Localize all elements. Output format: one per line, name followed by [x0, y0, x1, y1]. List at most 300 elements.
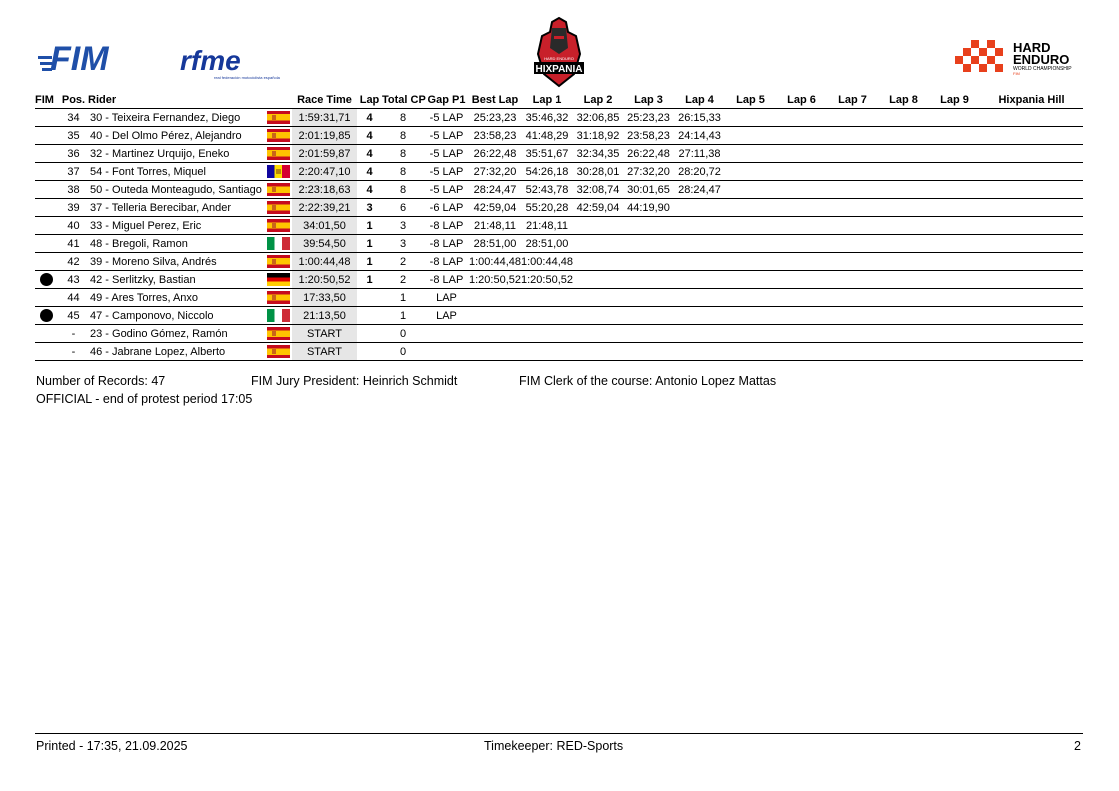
column-header: Pos.	[59, 91, 88, 109]
fim-cell	[35, 217, 59, 235]
lap2-cell	[573, 289, 623, 307]
lap3-cell: 44:19,90	[623, 199, 674, 217]
empty-cell	[776, 217, 827, 235]
hixpania-logo-text: HIXPANIA	[535, 64, 583, 75]
lap2-cell: 30:28,01	[573, 163, 623, 181]
empty-cell	[878, 127, 929, 145]
lap2-cell: 32:34,35	[573, 145, 623, 163]
column-header: Race Time	[292, 91, 357, 109]
best-cell: 42:59,04	[469, 199, 521, 217]
fim-cell	[35, 289, 59, 307]
lap3-cell: 23:58,23	[623, 127, 674, 145]
race-time-cell: 1:00:44,48	[292, 253, 357, 271]
empty-cell	[776, 109, 827, 127]
flag-cell	[265, 325, 292, 343]
number-of-records: Number of Records: 47	[36, 374, 166, 388]
total-cp-cell: 8	[382, 163, 424, 181]
flag-cell	[265, 199, 292, 217]
gap-cell: -8 LAP	[424, 271, 469, 289]
rfme-logo	[178, 44, 280, 84]
empty-cell	[929, 253, 980, 271]
empty-cell	[776, 127, 827, 145]
best-cell	[469, 289, 521, 307]
column-header: FIM	[35, 91, 59, 109]
empty-cell	[878, 145, 929, 163]
lap1-cell: 35:51,67	[521, 145, 573, 163]
fim-cell	[35, 271, 59, 289]
flag-es-icon	[267, 111, 290, 124]
rider-cell: 40 - Del Olmo Pérez, Alejandro	[88, 127, 265, 145]
empty-cell	[827, 127, 878, 145]
pos-cell: 43	[59, 271, 88, 289]
fim-cell	[35, 181, 59, 199]
empty-cell	[929, 307, 980, 325]
rider-cell: 46 - Jabrane Lopez, Alberto	[88, 343, 265, 361]
empty-cell	[878, 307, 929, 325]
empty-cell	[980, 289, 1083, 307]
table-row	[35, 307, 1083, 325]
empty-cell	[878, 163, 929, 181]
empty-cell	[827, 145, 878, 163]
pos-cell: 34	[59, 109, 88, 127]
flag-es-icon	[267, 219, 290, 232]
column-header: Lap	[357, 91, 382, 109]
empty-cell	[827, 163, 878, 181]
lap3-cell	[623, 235, 674, 253]
pos-cell: -	[59, 343, 88, 361]
empty-cell	[776, 343, 827, 361]
empty-cell	[980, 109, 1083, 127]
fim-cell	[35, 145, 59, 163]
table-body	[35, 109, 1083, 361]
empty-cell	[827, 289, 878, 307]
fim-cell	[35, 253, 59, 271]
total-cp-cell: 8	[382, 145, 424, 163]
empty-cell	[929, 217, 980, 235]
empty-cell	[827, 235, 878, 253]
empty-cell	[980, 199, 1083, 217]
total-cp-cell: 3	[382, 235, 424, 253]
empty-cell	[980, 271, 1083, 289]
lap-cell: 4	[357, 145, 382, 163]
total-cp-cell: 8	[382, 127, 424, 145]
column-header: Lap 1	[521, 91, 573, 109]
gap-cell: LAP	[424, 307, 469, 325]
empty-cell	[725, 289, 776, 307]
column-header: Lap 4	[674, 91, 725, 109]
lap2-cell: 42:59,04	[573, 199, 623, 217]
lap3-cell: 25:23,23	[623, 109, 674, 127]
lap2-cell	[573, 307, 623, 325]
hard-enduro-logo	[955, 40, 1097, 76]
total-cp-cell: 6	[382, 199, 424, 217]
empty-cell	[929, 199, 980, 217]
empty-cell	[725, 163, 776, 181]
best-cell	[469, 307, 521, 325]
pos-cell: 41	[59, 235, 88, 253]
clerk-of-course: FIM Clerk of the course: Antonio Lopez Mattas	[519, 374, 777, 388]
empty-cell	[776, 307, 827, 325]
table-row	[35, 199, 1083, 217]
rider-cell: 37 - Telleria Berecibar, Ander	[88, 199, 265, 217]
results-table	[35, 91, 1083, 361]
he-logo-line4: FIM	[1013, 71, 1020, 76]
best-cell: 1:00:44,48	[469, 253, 521, 271]
table-row	[35, 127, 1083, 145]
race-time-cell: START	[292, 325, 357, 343]
rfme-logo-subtext: real federación motociclista española	[214, 75, 280, 80]
lap3-cell	[623, 325, 674, 343]
empty-cell	[827, 325, 878, 343]
lap2-cell	[573, 271, 623, 289]
best-cell: 27:32,20	[469, 163, 521, 181]
pos-cell: 37	[59, 163, 88, 181]
empty-cell	[878, 253, 929, 271]
empty-cell	[878, 109, 929, 127]
lap-cell: 4	[357, 163, 382, 181]
lap4-cell	[674, 325, 725, 343]
race-time-cell: 2:20:47,10	[292, 163, 357, 181]
table-row	[35, 235, 1083, 253]
table-row	[35, 343, 1083, 361]
gap-cell	[424, 343, 469, 361]
column-header: Total CP	[382, 91, 424, 109]
empty-cell	[980, 325, 1083, 343]
lap-cell: 1	[357, 253, 382, 271]
printed-timestamp: Printed - 17:35, 21.09.2025	[36, 739, 188, 753]
gap-cell: -5 LAP	[424, 109, 469, 127]
empty-cell	[980, 127, 1083, 145]
lap4-cell: 26:15,33	[674, 109, 725, 127]
empty-cell	[725, 343, 776, 361]
lap4-cell	[674, 271, 725, 289]
empty-cell	[980, 181, 1083, 199]
empty-cell	[827, 199, 878, 217]
column-header: Lap 8	[878, 91, 929, 109]
rider-cell: 48 - Bregoli, Ramon	[88, 235, 265, 253]
empty-cell	[827, 181, 878, 199]
empty-cell	[929, 289, 980, 307]
empty-cell	[980, 145, 1083, 163]
column-header: Lap 3	[623, 91, 674, 109]
table-row	[35, 289, 1083, 307]
lap1-cell: 41:48,29	[521, 127, 573, 145]
table-row	[35, 163, 1083, 181]
empty-cell	[776, 271, 827, 289]
rfme-logo-text: rfme	[180, 45, 241, 76]
empty-cell	[725, 181, 776, 199]
flag-es-icon	[267, 345, 290, 358]
gap-cell: -5 LAP	[424, 145, 469, 163]
fim-cell	[35, 325, 59, 343]
total-cp-cell: 3	[382, 217, 424, 235]
table-header-row	[35, 91, 1083, 109]
empty-cell	[878, 235, 929, 253]
empty-cell	[878, 289, 929, 307]
total-cp-cell: 8	[382, 109, 424, 127]
empty-cell	[929, 235, 980, 253]
empty-cell	[878, 343, 929, 361]
page-number: 2	[1074, 739, 1081, 753]
rider-cell: 39 - Moreno Silva, Andrés	[88, 253, 265, 271]
flag-de-icon	[267, 273, 290, 286]
column-header: Lap 6	[776, 91, 827, 109]
empty-cell	[776, 163, 827, 181]
empty-cell	[929, 127, 980, 145]
column-header	[265, 91, 292, 109]
empty-cell	[725, 235, 776, 253]
best-cell: 28:51,00	[469, 235, 521, 253]
lap-cell: 4	[357, 109, 382, 127]
lap1-cell: 1:00:44,48	[521, 253, 573, 271]
empty-cell	[878, 325, 929, 343]
pos-cell: 39	[59, 199, 88, 217]
table-row	[35, 271, 1083, 289]
lap1-cell	[521, 343, 573, 361]
lap1-cell: 28:51,00	[521, 235, 573, 253]
gap-cell: -5 LAP	[424, 163, 469, 181]
empty-cell	[980, 307, 1083, 325]
pos-cell: 45	[59, 307, 88, 325]
empty-cell	[776, 181, 827, 199]
empty-cell	[929, 271, 980, 289]
fim-cell	[35, 343, 59, 361]
empty-cell	[827, 343, 878, 361]
empty-cell	[980, 235, 1083, 253]
empty-cell	[725, 145, 776, 163]
empty-cell	[725, 109, 776, 127]
lap4-cell	[674, 235, 725, 253]
flag-cell	[265, 235, 292, 253]
lap1-cell	[521, 325, 573, 343]
lap2-cell	[573, 235, 623, 253]
race-time-cell: 2:23:18,63	[292, 181, 357, 199]
column-header: Lap 9	[929, 91, 980, 109]
lap4-cell	[674, 253, 725, 271]
empty-cell	[929, 343, 980, 361]
empty-cell	[827, 217, 878, 235]
flag-cell	[265, 307, 292, 325]
column-header: Lap 5	[725, 91, 776, 109]
table-row	[35, 109, 1083, 127]
fim-cell	[35, 307, 59, 325]
table-row	[35, 217, 1083, 235]
lap2-cell: 31:18,92	[573, 127, 623, 145]
flag-cell	[265, 217, 292, 235]
race-time-cell: 21:13,50	[292, 307, 357, 325]
empty-cell	[827, 109, 878, 127]
he-logo-line2: ENDURO	[1013, 52, 1070, 67]
race-time-cell: 1:20:50,52	[292, 271, 357, 289]
lap1-cell: 35:46,32	[521, 109, 573, 127]
best-cell	[469, 343, 521, 361]
gap-cell: -8 LAP	[424, 235, 469, 253]
empty-cell	[878, 181, 929, 199]
lap4-cell	[674, 343, 725, 361]
empty-cell	[725, 325, 776, 343]
flag-es-icon	[267, 129, 290, 142]
lap-cell	[357, 307, 382, 325]
empty-cell	[929, 163, 980, 181]
gap-cell: -5 LAP	[424, 127, 469, 145]
gap-cell: -6 LAP	[424, 199, 469, 217]
race-time-cell: 2:22:39,21	[292, 199, 357, 217]
empty-cell	[929, 325, 980, 343]
empty-cell	[980, 217, 1083, 235]
lap-cell: 1	[357, 235, 382, 253]
pos-cell: 40	[59, 217, 88, 235]
lap4-cell: 24:14,43	[674, 127, 725, 145]
pos-cell: 38	[59, 181, 88, 199]
rider-cell: 30 - Teixeira Fernandez, Diego	[88, 109, 265, 127]
pos-cell: 42	[59, 253, 88, 271]
total-cp-cell: 1	[382, 289, 424, 307]
flag-cell	[265, 145, 292, 163]
flag-ad-icon	[267, 165, 290, 178]
flag-cell	[265, 163, 292, 181]
lap2-cell: 32:08,74	[573, 181, 623, 199]
hixpania-logo	[528, 14, 590, 88]
empty-cell	[980, 163, 1083, 181]
lap2-cell	[573, 343, 623, 361]
column-header: Rider	[88, 91, 265, 109]
pos-cell: -	[59, 325, 88, 343]
lap-cell: 4	[357, 181, 382, 199]
race-time-cell: 34:01,50	[292, 217, 357, 235]
lap4-cell	[674, 307, 725, 325]
lap3-cell: 30:01,65	[623, 181, 674, 199]
he-logo-line1: HARD	[1013, 40, 1051, 55]
column-header: Lap 7	[827, 91, 878, 109]
lap3-cell	[623, 289, 674, 307]
fim-cell	[35, 163, 59, 181]
lap3-cell: 27:32,20	[623, 163, 674, 181]
flag-cell	[265, 181, 292, 199]
gap-cell: -8 LAP	[424, 217, 469, 235]
race-time-cell: 2:01:19,85	[292, 127, 357, 145]
flag-es-icon	[267, 147, 290, 160]
flag-it-icon	[267, 237, 290, 250]
empty-cell	[725, 217, 776, 235]
race-time-cell: START	[292, 343, 357, 361]
lap3-cell: 26:22,48	[623, 145, 674, 163]
total-cp-cell: 2	[382, 253, 424, 271]
fim-cell	[35, 199, 59, 217]
empty-cell	[878, 217, 929, 235]
best-cell: 23:58,23	[469, 127, 521, 145]
empty-cell	[725, 253, 776, 271]
empty-cell	[980, 253, 1083, 271]
table-row	[35, 145, 1083, 163]
hixpania-logo-toptext: HARD ENDURO	[544, 56, 574, 61]
empty-cell	[929, 181, 980, 199]
race-time-cell: 1:59:31,71	[292, 109, 357, 127]
rider-cell: 32 - Martinez Urquijo, Eneko	[88, 145, 265, 163]
lap3-cell	[623, 307, 674, 325]
pos-cell: 44	[59, 289, 88, 307]
race-time-cell: 17:33,50	[292, 289, 357, 307]
gap-cell: LAP	[424, 289, 469, 307]
flag-cell	[265, 109, 292, 127]
lap2-cell	[573, 253, 623, 271]
total-cp-cell: 2	[382, 271, 424, 289]
lap-cell: 1	[357, 217, 382, 235]
total-cp-cell: 1	[382, 307, 424, 325]
lap4-cell: 28:20,72	[674, 163, 725, 181]
empty-cell	[827, 307, 878, 325]
empty-cell	[725, 199, 776, 217]
lap1-cell: 21:48,11	[521, 217, 573, 235]
gap-cell: -8 LAP	[424, 253, 469, 271]
flag-it-icon	[267, 309, 290, 322]
lap4-cell: 28:24,47	[674, 181, 725, 199]
empty-cell	[725, 127, 776, 145]
he-logo-line3: WORLD CHAMPIONSHIP	[1013, 66, 1072, 72]
lap1-cell	[521, 289, 573, 307]
lap-cell: 1	[357, 271, 382, 289]
lap4-cell	[674, 217, 725, 235]
empty-cell	[776, 145, 827, 163]
total-cp-cell: 0	[382, 325, 424, 343]
lap1-cell: 1:20:50,52	[521, 271, 573, 289]
fim-cell	[35, 235, 59, 253]
official-status: OFFICIAL - end of protest period 17:05	[36, 392, 253, 406]
lap-cell	[357, 325, 382, 343]
rider-cell: 49 - Ares Torres, Anxo	[88, 289, 265, 307]
empty-cell	[725, 271, 776, 289]
empty-cell	[929, 145, 980, 163]
best-cell: 26:22,48	[469, 145, 521, 163]
gap-cell	[424, 325, 469, 343]
flag-es-icon	[267, 183, 290, 196]
table-row	[35, 253, 1083, 271]
lap1-cell: 52:43,78	[521, 181, 573, 199]
lap4-cell	[674, 199, 725, 217]
best-cell: 25:23,23	[469, 109, 521, 127]
rider-cell: 50 - Outeda Monteagudo, Santiago	[88, 181, 265, 199]
footer-divider	[35, 733, 1083, 734]
column-header: Best Lap	[469, 91, 521, 109]
empty-cell	[929, 109, 980, 127]
lap3-cell	[623, 271, 674, 289]
best-cell: 1:20:50,52	[469, 271, 521, 289]
flag-es-icon	[267, 255, 290, 268]
lap2-cell	[573, 217, 623, 235]
gap-cell: -5 LAP	[424, 181, 469, 199]
flag-cell	[265, 271, 292, 289]
pos-cell: 35	[59, 127, 88, 145]
lap2-cell	[573, 325, 623, 343]
lap-cell	[357, 343, 382, 361]
timekeeper: Timekeeper: RED-Sports	[484, 739, 624, 753]
fim-rider-dot-icon	[40, 273, 53, 286]
lap-cell: 4	[357, 127, 382, 145]
pos-cell: 36	[59, 145, 88, 163]
jury-president: FIM Jury President: Heinrich Schmidt	[251, 374, 458, 388]
rider-cell: 54 - Font Torres, Miquel	[88, 163, 265, 181]
flag-es-icon	[267, 327, 290, 340]
best-cell	[469, 325, 521, 343]
empty-cell	[827, 253, 878, 271]
race-time-cell: 39:54,50	[292, 235, 357, 253]
flag-cell	[265, 127, 292, 145]
fim-logo	[36, 38, 116, 78]
empty-cell	[878, 199, 929, 217]
empty-cell	[776, 325, 827, 343]
empty-cell	[776, 253, 827, 271]
flag-cell	[265, 289, 292, 307]
table-row	[35, 325, 1083, 343]
